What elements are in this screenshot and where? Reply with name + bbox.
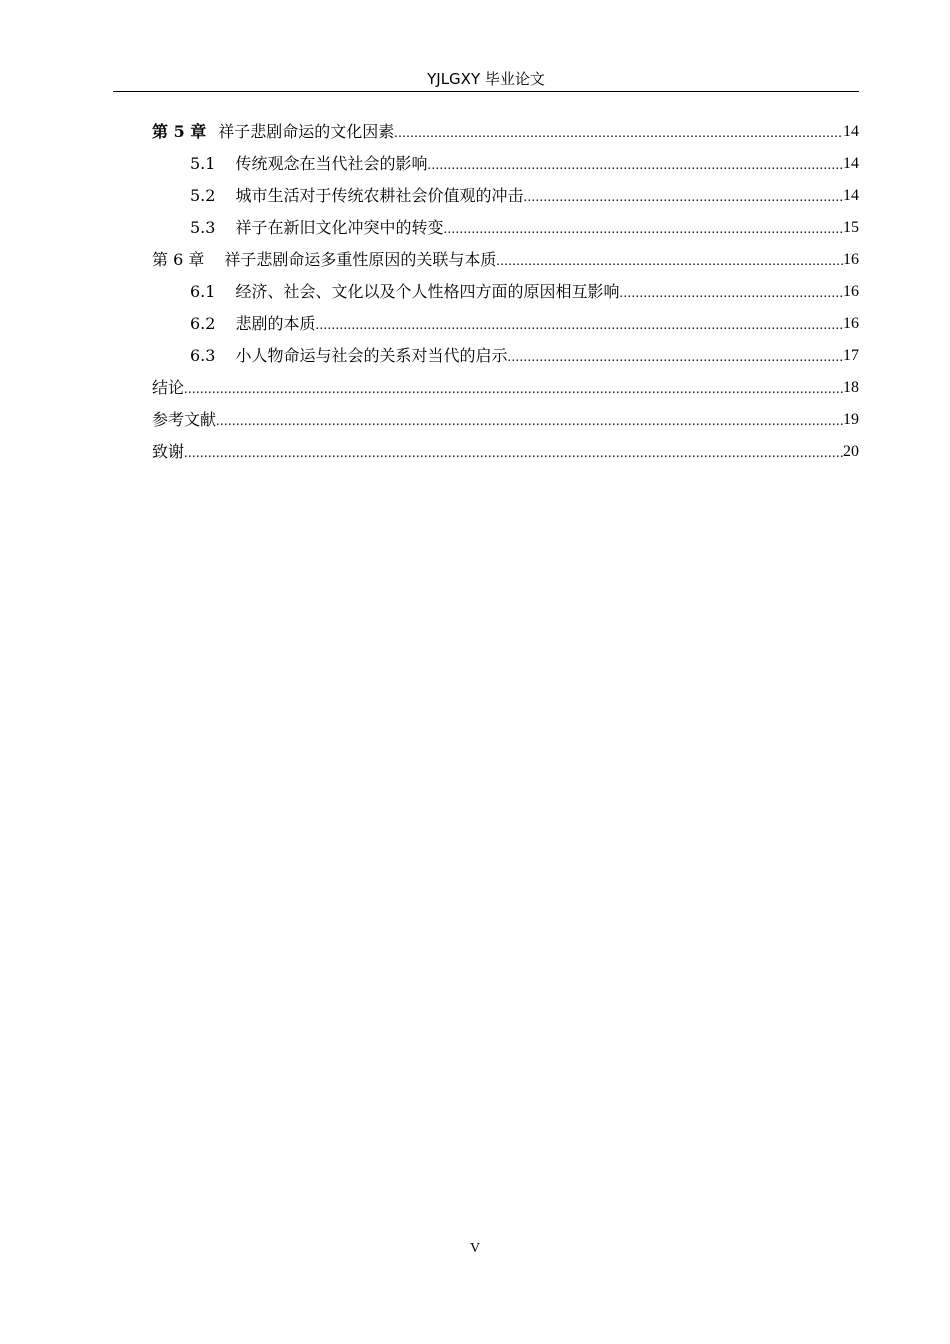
toc-entry-page: 20 (843, 443, 859, 460)
toc-dot-leader (443, 214, 843, 242)
header-rule (113, 91, 859, 92)
toc-entry-title: 小人物命运与社会的关系对当代的启示 (235, 346, 508, 365)
toc-dot-leader (315, 310, 843, 338)
toc-entry-title: 城市生活对于传统农耕社会价值观的冲击 (235, 186, 524, 205)
toc-dot-leader (619, 278, 843, 306)
toc-entry-chapter-5[interactable] (152, 118, 859, 146)
toc-entry-number: 第 6 章 (152, 250, 205, 269)
toc-entry-section-5-3[interactable] (190, 214, 859, 242)
toc-dot-leader (216, 406, 843, 434)
toc-entry-number: 5.3 (190, 218, 216, 237)
toc-entry-title: 祥子在新旧文化冲突中的转变 (235, 218, 444, 237)
toc-entry-page: 18 (843, 379, 859, 396)
toc-entry-number: 5.1 (190, 154, 216, 173)
toc-entry-number: 5.2 (190, 186, 216, 205)
toc-entry-page: 17 (843, 347, 859, 364)
toc-entry-conclusion[interactable] (152, 374, 859, 402)
toc-entry-section-6-3[interactable] (190, 342, 859, 370)
toc-dot-leader (496, 246, 843, 274)
toc-entry-section-6-2[interactable] (190, 310, 859, 338)
toc-entry-page: 19 (843, 411, 859, 428)
toc-dot-leader (394, 118, 843, 146)
toc-entry-page: 16 (843, 251, 859, 268)
toc-entry-references[interactable] (152, 406, 859, 434)
toc-entry-title: 祥子悲剧命运的文化因素 (218, 122, 395, 141)
page-number: V (469, 1241, 481, 1256)
toc-entry-title: 传统观念在当代社会的影响 (235, 154, 428, 173)
toc-entry-number: 第 5 章 (152, 122, 207, 141)
toc-entry-section-5-1[interactable] (190, 150, 859, 178)
toc-dot-leader (184, 374, 843, 402)
toc-dot-leader (184, 438, 843, 466)
toc-dot-leader (523, 182, 843, 210)
toc-entry-acknowledgements[interactable] (152, 438, 859, 466)
toc-entry-section-5-2[interactable] (190, 182, 859, 210)
toc-entry-page: 14 (843, 155, 859, 172)
toc-entry-title: 祥子悲剧命运多重性原因的关联与本质 (224, 250, 497, 269)
toc-entry-number: 6.2 (190, 314, 216, 333)
running-header: YJLGXY 毕业论文 (427, 70, 545, 88)
toc-entry-number: 6.3 (190, 346, 216, 365)
toc-entry-page: 16 (843, 283, 859, 300)
toc-entry-page: 16 (843, 315, 859, 332)
toc-entry-title: 致谢 (152, 442, 185, 461)
toc-entry-title: 经济、社会、文化以及个人性格四方面的原因相互影响 (235, 282, 620, 301)
toc-entry-title: 参考文献 (152, 410, 217, 429)
toc-dot-leader (427, 150, 843, 178)
toc-entry-title: 结论 (152, 378, 185, 397)
toc-entry-page: 15 (843, 219, 859, 236)
toc-entry-section-6-1[interactable] (190, 278, 859, 306)
toc-entry-page: 14 (843, 123, 859, 140)
toc-entry-chapter-6[interactable] (152, 246, 859, 274)
toc-entry-number: 6.1 (190, 282, 216, 301)
toc-dot-leader (507, 342, 843, 370)
toc-entry-title: 悲剧的本质 (235, 314, 316, 333)
toc-entry-page: 14 (843, 187, 859, 204)
